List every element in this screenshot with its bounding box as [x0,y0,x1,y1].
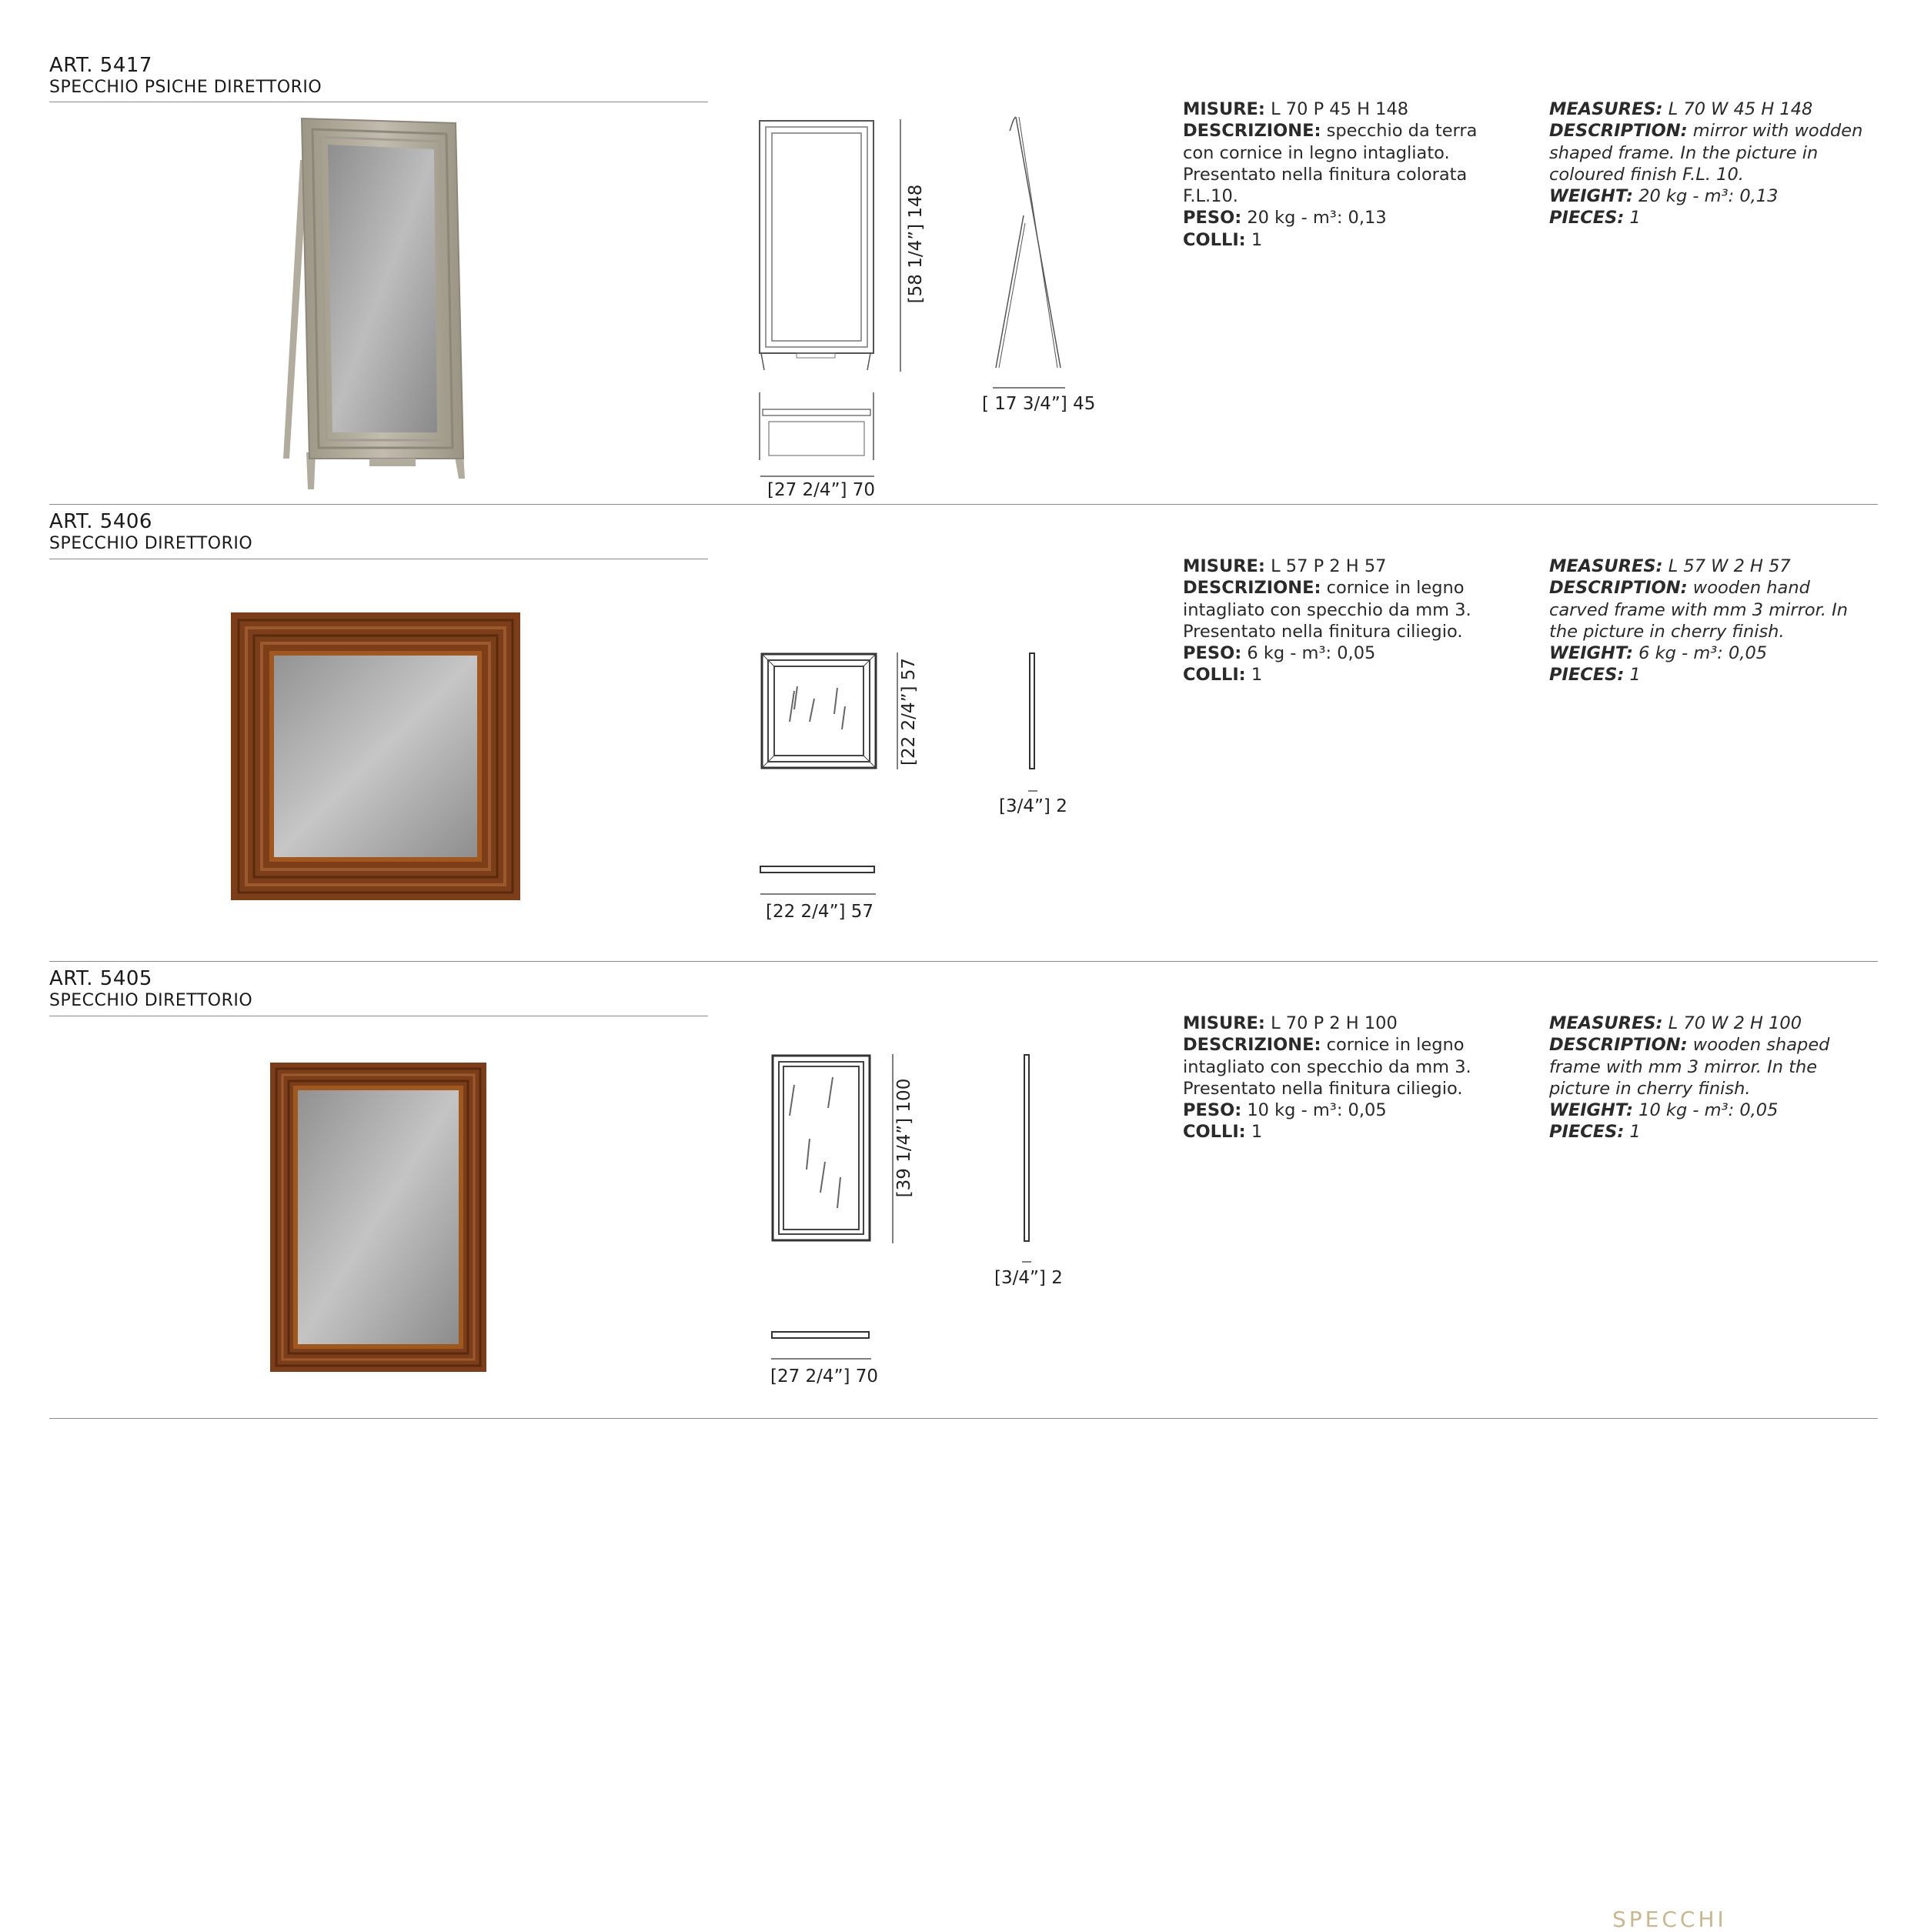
weight-label: PESO: [1183,643,1242,664]
spec-english [1549,98,1872,229]
pieces-value: 1 [1629,665,1641,686]
technical-drawing-top [760,866,877,875]
measures-label: MISURE: [1183,99,1265,119]
pieces-label: COLLI: [1183,229,1246,250]
article-name: SPECCHIO DIRETTORIO [49,534,253,553]
spec-italian [1183,98,1506,251]
measures-value: L 70 W 45 H 148 [1668,99,1813,119]
depth-dimension-line [1022,1260,1031,1263]
article-code: ART. 5405 [49,967,152,990]
depth-dimension-label: [ 17 3/4”] 45 [982,394,1096,414]
weight-label: WEIGHT: [1549,186,1633,207]
description-label: DESCRIZIONE: [1183,578,1321,599]
description-label: DESCRIZIONE: [1183,121,1321,142]
description-label: DESCRIZIONE: [1183,1035,1321,1056]
pieces-value: 1 [1251,229,1263,250]
article-code: ART. 5417 [49,54,152,77]
width-dimension-label: [27 2/4”] 70 [767,480,876,500]
pieces-label: PIECES: [1549,208,1625,229]
product-photo-psiche-mirror [262,114,493,499]
description-value: wooden hand carved frame with mm 3 mirror. In the picture in cherry finish. [1549,578,1849,642]
pieces-label: PIECES: [1549,1122,1625,1143]
technical-drawing-front [760,652,877,769]
weight-label: PESO: [1183,208,1242,229]
measures-label: MISURE: [1183,556,1265,576]
section-divider [49,504,1878,505]
description-value: cornice in legno intagliato con specchio da mm 3. Presentato nella finitura ciliegio. [1183,1035,1471,1099]
weight-label: WEIGHT: [1549,643,1633,664]
description-value: wooden shaped frame with mm 3 mirror. In the picture in cherry finish. [1549,1035,1830,1099]
spec-english [1549,1013,1872,1143]
width-dimension-label: [22 2/4”] 57 [766,902,874,922]
weight-value: 20 kg - m³: 0,13 [1638,186,1779,207]
weight-value: 6 kg - m³: 0,05 [1638,643,1768,664]
spec-italian [1183,1013,1521,1143]
height-dimension-line [899,119,904,373]
technical-drawing-side [1024,1054,1031,1243]
product-photo-square-mirror [231,612,520,900]
measures-value: L 70 W 2 H 100 [1668,1013,1802,1033]
pieces-value: 1 [1629,208,1641,229]
weight-value: 10 kg - m³: 0,05 [1638,1100,1779,1121]
spec-italian [1183,556,1506,686]
depth-dimension-label: [3/4”] 2 [999,796,1067,816]
measures-value: L 70 P 45 H 148 [1271,99,1409,119]
measures-value: L 57 P 2 H 57 [1271,556,1387,576]
technical-drawing-side [1029,652,1037,771]
depth-dimension-line [1028,789,1037,792]
article-name: SPECCHIO DIRETTORIO [49,991,253,1010]
pieces-value: 1 [1251,1122,1263,1143]
measures-value: L 70 P 2 H 100 [1271,1013,1398,1033]
measures-value: L 57 W 2 H 57 [1668,556,1791,576]
height-dimension-label: [39 1/4”] 100 [894,1078,914,1198]
width-dimension-line [760,475,874,478]
depth-dimension-label: [3/4”] 2 [994,1268,1063,1288]
article-code: ART. 5406 [49,510,152,533]
article-name: SPECCHIO PSICHE DIRETTORIO [49,78,322,97]
technical-drawing-front [758,119,881,373]
description-label: DESCRIPTION: [1549,121,1688,142]
description-label: DESCRIPTION: [1549,1035,1688,1056]
weight-label: PESO: [1183,1100,1242,1121]
measures-label: MEASURES: [1549,1013,1663,1033]
width-dimension-line [760,893,876,896]
section-divider [49,961,1878,962]
pieces-label: COLLI: [1183,1122,1246,1143]
technical-drawing-side [993,115,1062,374]
measures-label: MEASURES: [1549,556,1663,576]
height-dimension-label: [58 1/4”] 148 [906,184,926,304]
footer-category: SPECCHI [1612,1907,1727,1932]
spec-english [1549,556,1872,686]
description-value: specchio da terra con cornice in legno intagliato. Presentato nella finitura colorata F.L.10. [1183,121,1478,207]
description-value: mirror with wodden shaped frame. In the picture in coloured finish F.L. 10. [1549,121,1863,185]
weight-value: 6 kg - m³: 0,05 [1247,643,1376,664]
weight-value: 10 kg - m³: 0,05 [1247,1100,1387,1121]
description-value: cornice in legno intagliato con specchio da mm 3. Presentato nella finitura ciliegio. [1183,578,1471,642]
section-divider [49,1418,1878,1419]
weight-label: WEIGHT: [1549,1100,1633,1121]
weight-value: 20 kg - m³: 0,13 [1247,208,1387,229]
pieces-value: 1 [1251,665,1263,686]
width-dimension-line [771,1357,871,1360]
width-dimension-label: [27 2/4”] 70 [770,1366,879,1386]
measures-label: MEASURES: [1549,99,1663,119]
description-label: DESCRIPTION: [1549,578,1688,599]
height-dimension-label: [22 2/4”] 57 [899,657,919,766]
product-photo-rectangular-mirror [270,1063,486,1372]
technical-drawing-front [771,1054,873,1243]
pieces-label: PIECES: [1549,665,1625,686]
technical-drawing-top [758,391,877,460]
measures-label: MISURE: [1183,1013,1265,1033]
technical-drawing-top [771,1331,871,1340]
pieces-value: 1 [1629,1122,1641,1143]
pieces-label: COLLI: [1183,665,1246,686]
depth-dimension-line [993,386,1065,389]
